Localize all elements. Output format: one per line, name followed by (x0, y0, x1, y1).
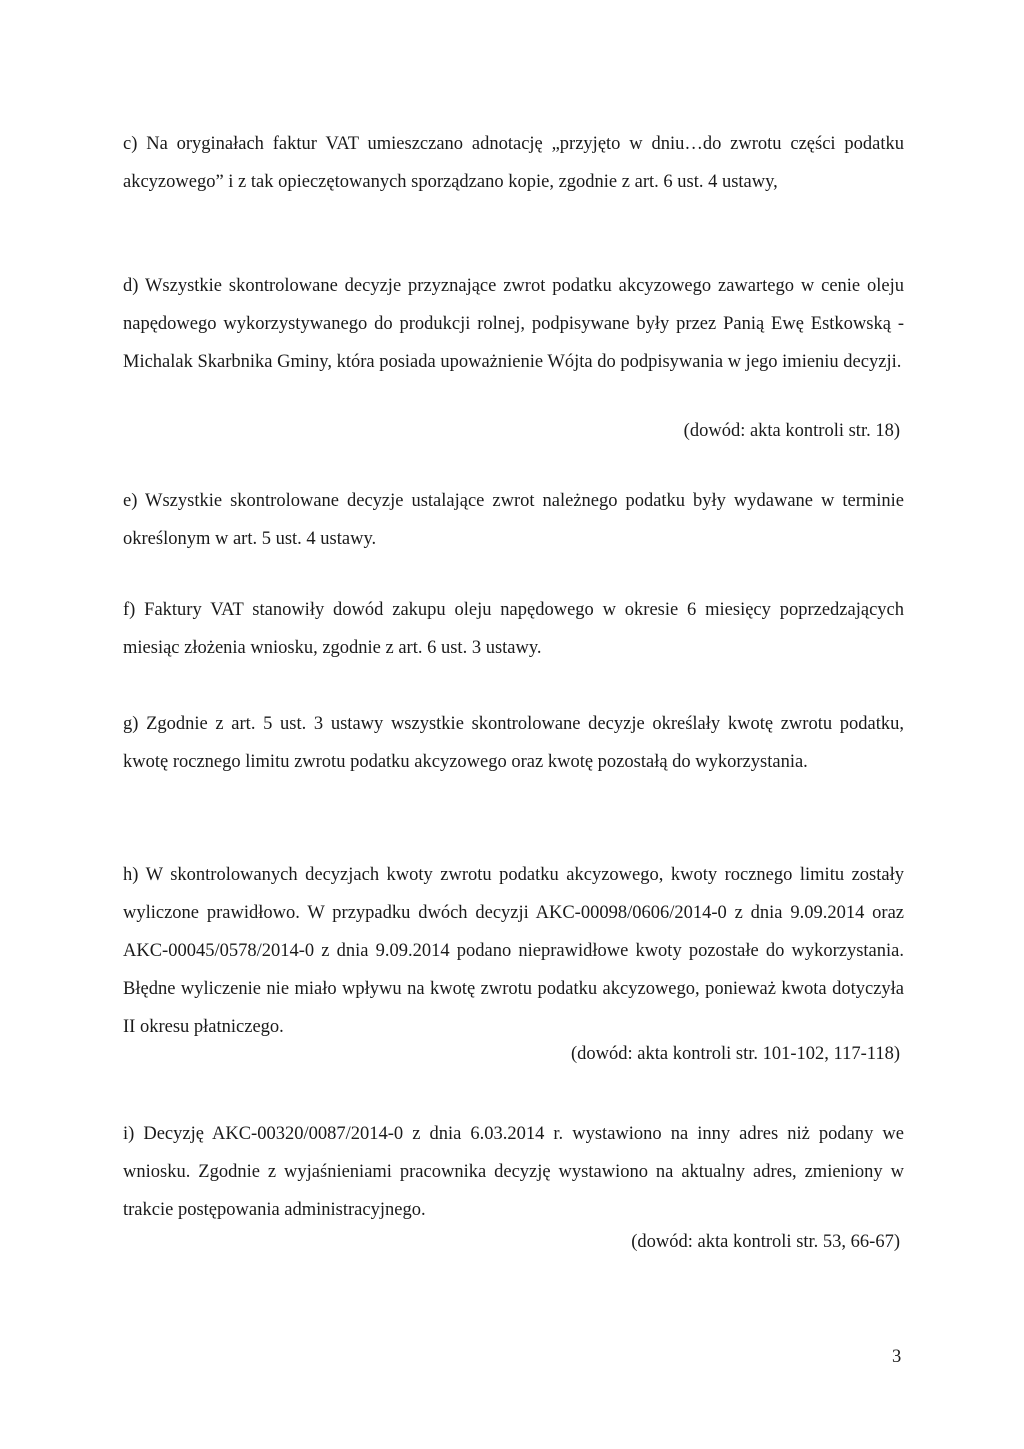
paragraph-d: d) Wszystkie skontrolowane decyzje przyznające zwrot podatku akcyzowego zawartego w cenie oleju napędowego wykorzystywanego do produkcji rolnej, podpisywane były przez Panią Ewę Estkowską - Michalak Skarbnika Gminy, która posiada upoważnienie Wójta do podpisywania w jego imieniu decyzji. (123, 276, 904, 372)
paragraph-h: h) W skontrolowanych decyzjach kwoty zwrotu podatku akcyzowego, kwoty rocznego limitu zostały wyliczone prawidłowo. W przypadku dwóch decyzji AKC-00098/0606/2014-0 z dnia 9.09.2014 oraz AKC-00045/0578/2014-0 z dnia 9.09.2014 podano nieprawidłowe kwoty pozostałe do wykorzystania. Błędne wyliczenie nie miało wpływu na kwotę zwrotu podatku akcyzowego, ponieważ kwota dotyczyła II okresu płatniczego. (123, 865, 904, 1037)
paragraph-g: g) Zgodnie z art. 5 ust. 3 ustawy wszystkie skontrolowane decyzje określały kwotę zwrotu podatku, kwotę rocznego limitu zwrotu podatku akcyzowego oraz kwotę pozostałą do wykorzystania. (123, 714, 904, 772)
paragraph-f: f) Faktury VAT stanowiły dowód zakupu oleju napędowego w okresie 6 miesięcy poprzedzających miesiąc złożenia wniosku, zgodnie z art. 6 ust. 3 ustawy. (123, 600, 904, 658)
evidence-note-h: (dowód: akta kontroli str. 101-102, 117-118) (570, 1044, 900, 1064)
page-number: 3 (892, 1347, 902, 1367)
paragraph-i: i) Decyzję AKC-00320/0087/2014-0 z dnia 6.03.2014 r. wystawiono na inny adres niż podany we wniosku. Zgodnie z wyjaśnieniami pracownika decyzję wystawiono na aktualny adres, zmieniony w trakcie postępowania administracyjnego. (123, 1124, 904, 1220)
evidence-note-i: (dowód: akta kontroli str. 53, 66-67) (631, 1232, 900, 1252)
evidence-note-d: (dowód: akta kontroli str. 18) (683, 421, 900, 441)
paragraph-e: e) Wszystkie skontrolowane decyzje ustalające zwrot należnego podatku były wydawane w terminie określonym w art. 5 ust. 4 ustawy. (123, 491, 904, 549)
paragraph-c: c) Na oryginałach faktur VAT umieszczano adnotację „przyjęto w dniu…do zwrotu części podatku akcyzowego” i z tak opieczętowanych sporządzano kopie, zgodnie z art. 6 ust. 4 ustawy, (123, 134, 904, 192)
